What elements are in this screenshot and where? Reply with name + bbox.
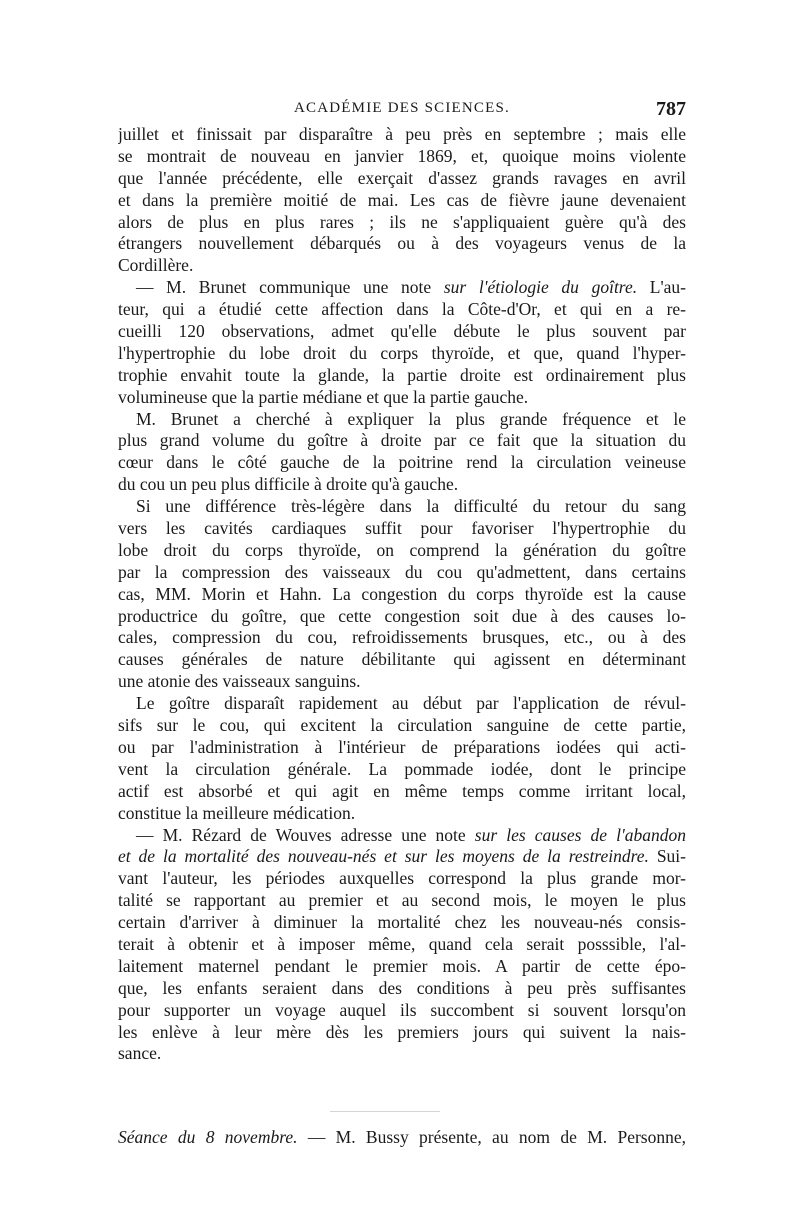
text-line [118, 321, 686, 343]
session-heading-line [118, 1126, 686, 1148]
text-line [118, 343, 686, 365]
line-text: Si une différence très-légère dans la difficulté du retour du sang [136, 496, 686, 517]
line-text: cales, compression du cou, refroidissements brusques, etc., ou à des [118, 627, 686, 648]
line-text: lobe droit du corps thyroïde, on comprend la génération du goître [118, 539, 686, 560]
text-line [118, 168, 686, 190]
line-text: juillet et finissait par disparaître à peu près en septembre ; mais elle [118, 124, 686, 144]
text-line [118, 846, 686, 868]
line-text: actif est absorbé et qui agit en même temps comme irritant local, [118, 780, 686, 801]
text-line [118, 759, 686, 781]
text-line [118, 934, 686, 956]
text-line [118, 277, 686, 299]
line-text: laitement maternel pendant le premier mois. A partir de cette épo- [118, 955, 686, 976]
line-text: vant l'auteur, les périodes auxquelles correspond la plus grande mor- [118, 868, 686, 889]
line-text: Cordillère. [118, 255, 194, 276]
line-text: — M. Brunet communique une note [136, 277, 444, 298]
line-text: sifs sur le cou, qui excitent la circulation sanguine de cette partie, [118, 715, 686, 736]
line-text: certain d'arriver à diminuer la mortalité chez les nouveau-nés consis- [118, 912, 686, 933]
text-line [118, 255, 686, 277]
text-line [118, 409, 686, 431]
text-line [118, 912, 686, 934]
page-header [118, 98, 686, 122]
text-line [118, 496, 686, 518]
text-line [118, 212, 686, 234]
line-text: cas, MM. Morin et Hahn. La congestion du corps thyroïde est la cause [118, 583, 686, 604]
text-line [118, 146, 686, 168]
line-text: — M. Rézard de Wouves adresse une note [136, 824, 475, 845]
line-text: causes générales de nature débilitante qui agissent en déterminant [118, 649, 686, 670]
line-text: terait à obtenir et à imposer même, quand cela serait posssible, l'al- [118, 933, 686, 954]
line-text: vent la circulation générale. La pommade iodée, dont le principe [118, 758, 686, 779]
text-line [118, 365, 686, 387]
text-line [118, 737, 686, 759]
line-text-continued: Sui- [648, 846, 686, 867]
section-divider [330, 1111, 440, 1112]
line-text: teur, qui a étudié cette affection dans la Côte-d'Or, et qui en a re- [118, 299, 686, 320]
line-text-continued: L'au- [637, 277, 686, 298]
line-text: les enlève à leur mère dès les premiers jours qui suivent la nais- [118, 1021, 686, 1042]
line-italic-text: et de la mortalité des nouveau-nés et sur les moyens de la restreindre. [118, 846, 649, 867]
text-line [118, 124, 686, 146]
text-line [118, 627, 686, 649]
text-line [118, 1043, 686, 1065]
line-text: vers les cavités cardiaques suffit pour favoriser l'hypertrophie du [118, 518, 686, 539]
text-line [118, 190, 686, 212]
line-text: Le goître disparaît rapidement au début par l'application de révul- [136, 693, 686, 714]
line-text: ou par l'administration à l'intérieur de préparations iodées qui acti- [118, 736, 686, 757]
text-line [118, 803, 686, 825]
line-text: volumineuse que la partie médiane et que la partie gauche. [118, 386, 529, 407]
text-line [118, 430, 686, 452]
line-text: par la compression des vaisseaux du cou qu'admettent, dans certains [118, 561, 686, 582]
line-text: trophie envahit toute la glande, la partie droite est ordinairement plus [118, 364, 686, 385]
line-text: pour supporter un voyage auquel ils succombent si souvent lorsqu'on [118, 999, 686, 1020]
text-line [118, 1022, 686, 1044]
line-text: que l'année précédente, elle exerçait d'assez grands ravages en avril [118, 167, 686, 188]
body-text [118, 124, 686, 1065]
text-line [118, 474, 686, 496]
text-line [118, 825, 686, 847]
text-line [118, 584, 686, 606]
text-line [118, 693, 686, 715]
line-text: du cou un peu plus difficile à droite qu'à gauche. [118, 474, 459, 495]
text-line [118, 868, 686, 890]
line-text: plus grand volume du goître à droite par ce fait que la situation du [118, 430, 686, 451]
line-text: une atonie des vaisseaux sanguins. [118, 671, 361, 692]
text-line [118, 299, 686, 321]
text-line [118, 890, 686, 912]
text-line [118, 715, 686, 737]
text-line [118, 956, 686, 978]
line-text: que, les enfants seraient dans des conditions à peu près suffisantes [118, 977, 686, 998]
line-text: l'hypertrophie du lobe droit du corps thyroïde, et que, quand l'hyper- [118, 342, 686, 363]
text-line [118, 387, 686, 409]
line-italic-text: sur l'étiologie du goître. [443, 277, 638, 298]
text-line [118, 540, 686, 562]
text-line [118, 1000, 686, 1022]
line-text: alors de plus en plus rares ; ils ne s'appliquaient guère qu'à des [118, 211, 686, 232]
text-line [118, 452, 686, 474]
text-line [118, 606, 686, 628]
text-line [118, 518, 686, 540]
text-line [118, 649, 686, 671]
session-text: — M. Bussy présente, au nom de M. Personne, [297, 1127, 686, 1147]
line-text: et dans la première moitié de mai. Les cas de fièvre jaune devenaient [118, 189, 686, 210]
text-line [118, 233, 686, 255]
text-line [118, 671, 686, 693]
line-text: cœur dans le côté gauche de la poitrine rend la circulation veineuse [118, 452, 686, 473]
line-text: M. Brunet a cherché à expliquer la plus grande fréquence et le [136, 408, 686, 429]
line-text: sance. [118, 1043, 162, 1064]
page-number: 787 [656, 98, 686, 120]
line-text: talité se rapportant au premier et au second mois, le moyen le plus [118, 890, 686, 911]
line-text: productrice du goître, que cette congestion soit due à des causes lo- [118, 605, 686, 626]
running-head: ACADÉMIE DES SCIENCES. [294, 100, 510, 116]
line-text: se montrait de nouveau en janvier 1869, et, quoique moins violente [118, 145, 686, 166]
line-italic-text: sur les causes de l'abandon [474, 824, 686, 845]
text-line [118, 978, 686, 1000]
text-line [118, 562, 686, 584]
line-text: étrangers nouvellement débarqués ou à des voyageurs venus de la [118, 233, 686, 254]
session-date: Séance du 8 novembre. [118, 1127, 298, 1147]
line-text: constitue la meilleure médication. [118, 802, 356, 823]
text-line [118, 781, 686, 803]
line-text: cueilli 120 observations, admet qu'elle débute le plus souvent par [118, 321, 686, 342]
